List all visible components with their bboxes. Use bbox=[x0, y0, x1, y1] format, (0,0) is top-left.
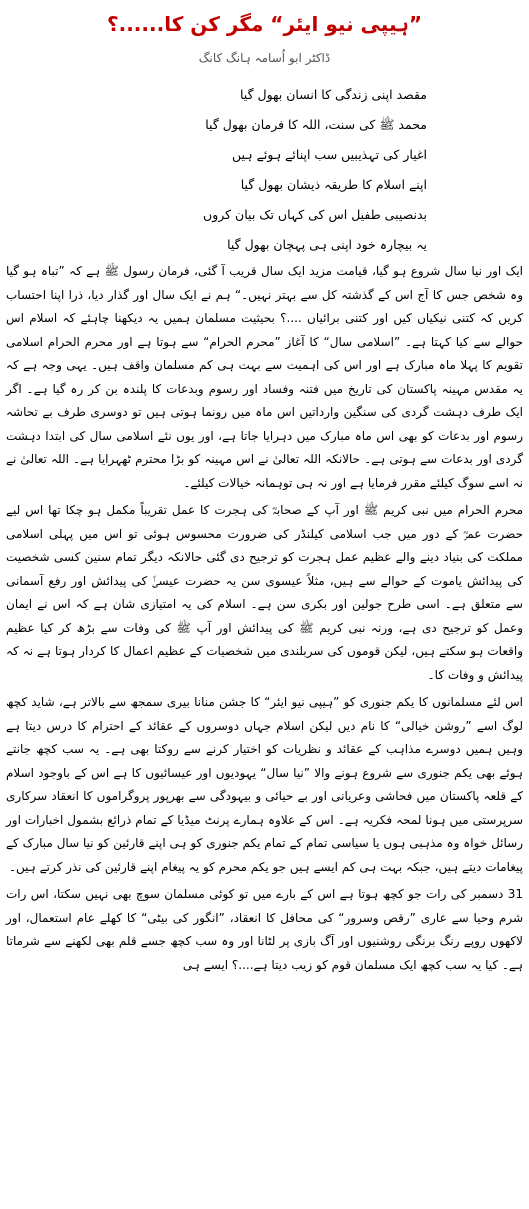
poem-line: بدنصیبی طفیل اس کی کہاں تک بیان کروں bbox=[203, 207, 427, 222]
article-title: ”ہیپی نیو ایئر“ مگر کن کا......؟ bbox=[107, 12, 422, 36]
poem-line: اغیار کی تہذیبیں سب اپنائے ہوئے ہیں bbox=[231, 147, 427, 162]
poem bbox=[6, 80, 523, 260]
article-paragraph: اس لئے مسلمانوں کا یکم جنوری کو ”ہیپی نیو ایئر“ کا جشن منانا بیری سمجھ سے بالاتر ہے، شاید کچھ لوگ اسے ”روشن خیالی“ کا نام دیں لیکن اسلام جہاں دوسروں کے عقائد کے احترام کا درس دیتا ہے وہیں ہمیں دوسرے مذاہب کے عقائد و نظریات کو اختیار کرنے سے روکتا بھی ہے۔ یہ سب کچھ جانتے ہوئے بھی یکم جنوری سے شروع ہونے والا ”نیا سال“ یہودیوں اور عیسائیوں کا ہے اس کے باوجود اسلام کے قلعہ پاکستان میں فحاشی وعریانی اور بے حیائی و بیہودگی سے بھرپور پروگراموں کا انعقاد سرکاری سرپرستی میں ہونا لمحہ فکریہ ہے۔ اس کے علاوہ ہمارے پرنٹ میڈیا کے تمام ذرائع بشمول اخبارات اور رسائل خواہ وہ مذہبی ہوں یا سیاسی تمام کے تمام یکم جنوری کو ہی اپنے قارئین کو نیا سال مبارک کے پیغامات دیتے ہیں، جبکہ بہت ہی کم ایسے ہیں جو یکم محرم کو یہ پیغام اپنے قارئین کی نذر کرتے ہیں۔ bbox=[6, 695, 523, 874]
article-paragraph: محرم الحرام میں نبی کریم ﷺ اور آپ کے صحابہؓ کی ہجرت کا عمل تقریباً مکمل ہو چکا تھا اس لیے حضرت عمرؓ کے دور میں جب اسلامی کیلنڈر کی ضرورت محسوس ہوئی تو اس میں پہلی اسلامی مملکت کی بنیاد دینے والے عظیم عمل ہجرت کو ترجیح دی گئی حالانکہ دیگر تمام سنین کسی شخصیت کی پیدائش یاموت کے حوالے سے ہیں، مثلاً عیسوی سن یہ حضرت عیسیٰؑ کی پیدائش اور رفع آسمانی سے متعلق ہے۔ اسی طرح جولین اور بکری سن ہے۔ اسلام کی یہ امتیازی شان ہے کہ اس نے ایمان وعمل کو ترجیح دی ہے، ورنہ نبی کریم ﷺ کی پیدائش اور آپ ﷺ کی وفات سے بڑھ کر کیا عظیم واقعات ہو سکتے ہیں، لیکن قوموں کی سربلندی میں شخصیات کے عظیم اعمال کا کردار ہوتا ہے نہ کہ پیدائش و وفات کا۔ bbox=[6, 503, 523, 682]
poem-line: مقصد اپنی زندگی کا انسان بھول گیا bbox=[239, 87, 427, 102]
article-paragraph: ایک اور نیا سال شروع ہو گیا، قیامت مزید ایک سال قریب آ گئی، فرمان رسول ﷺ ہے کہ ”تباہ ہو گیا وہ شخص جس کا آج اس کے گذشتہ کل سے بہتر نہیں۔“ ہم نے ایک سال اور گذار دیا، ذرا اپنا احتساب کریں کہ کتنی نیکیاں کیں اور کتنی برائیاں ....؟ بحیثیت مسلمان ہمیں یہ دیکھنا چاہئے کہ اسلام اس حوالے سے کیا کہتا ہے۔ ”اسلامی سال“ کا آغاز ”محرم الحرام“ سے ہوتا ہے اور محرم الحرام اسلامی تقویم کا پہلا ماہ مبارک ہے اور اس کی اہمیت سے بہت ہی کم مسلمان واقف ہیں۔ یہی وجہ ہے کہ یہ مقدس مہینہ پاکستان کی تاریخ میں فتنہ وفساد اور رسوم وبدعات کا پلندہ بن کر رہ گیا ہے۔ اگر ایک طرف دہشت گردی کی سنگین وارداتیں اس ماہ میں رونما ہوتی ہیں تو دوسری طرف بے تحاشہ رسوم اور بدعات کو بھی اس ماہ مبارک میں دہرایا جاتا ہے، اور یوں نئے اسلامی سال کی ابتدا دہشت گردی اور بدعات سے ہوتی ہے۔ حالانکہ اللہ تعالیٰ نے اس مہینہ کو بڑا محترم ٹھہرایا ہے۔ اللہ تعالیٰ نے نہ اسے سوگ کیلئے مقرر فرمایا ہے اور نہ ہی توہمانہ خیالات کیلئے۔ bbox=[6, 264, 523, 490]
poem-line: اپنے اسلام کا طریقہ ذیشان بھول گیا bbox=[240, 177, 427, 192]
poem-line: یہ بیچارہ خود اپنی ہی پہچان بھول گیا bbox=[227, 237, 427, 252]
article-paragraph: 31 دسمبر کی رات جو کچھ ہوتا ہے اس کے بارے میں تو کوئی مسلمان سوچ بھی نہیں سکتا، اس رات شرم وحیا سے عاری ”رقص وسرور“ کی محافل کا انعقاد، ”انگور کی بیٹی“ کا کھلے عام استعمال، اور لاکھوں روپے رنگ برنگی روشنیوں اور آگ بازی پر لٹانا اور وہ سب کچھ جسے قلم بھی لکھنے سے شرماتا ہے۔ کیا یہ سب کچھ ایک مسلمان قوم کو زیب دیتا ہے....؟ ایسے ہی bbox=[6, 887, 523, 972]
poem-line: محمد ﷺ کی سنت، اللہ کا فرمان بھول گیا bbox=[205, 117, 427, 132]
article-author: ڈاکٹر ابو اُسامہ ہانگ کانگ bbox=[198, 51, 331, 65]
